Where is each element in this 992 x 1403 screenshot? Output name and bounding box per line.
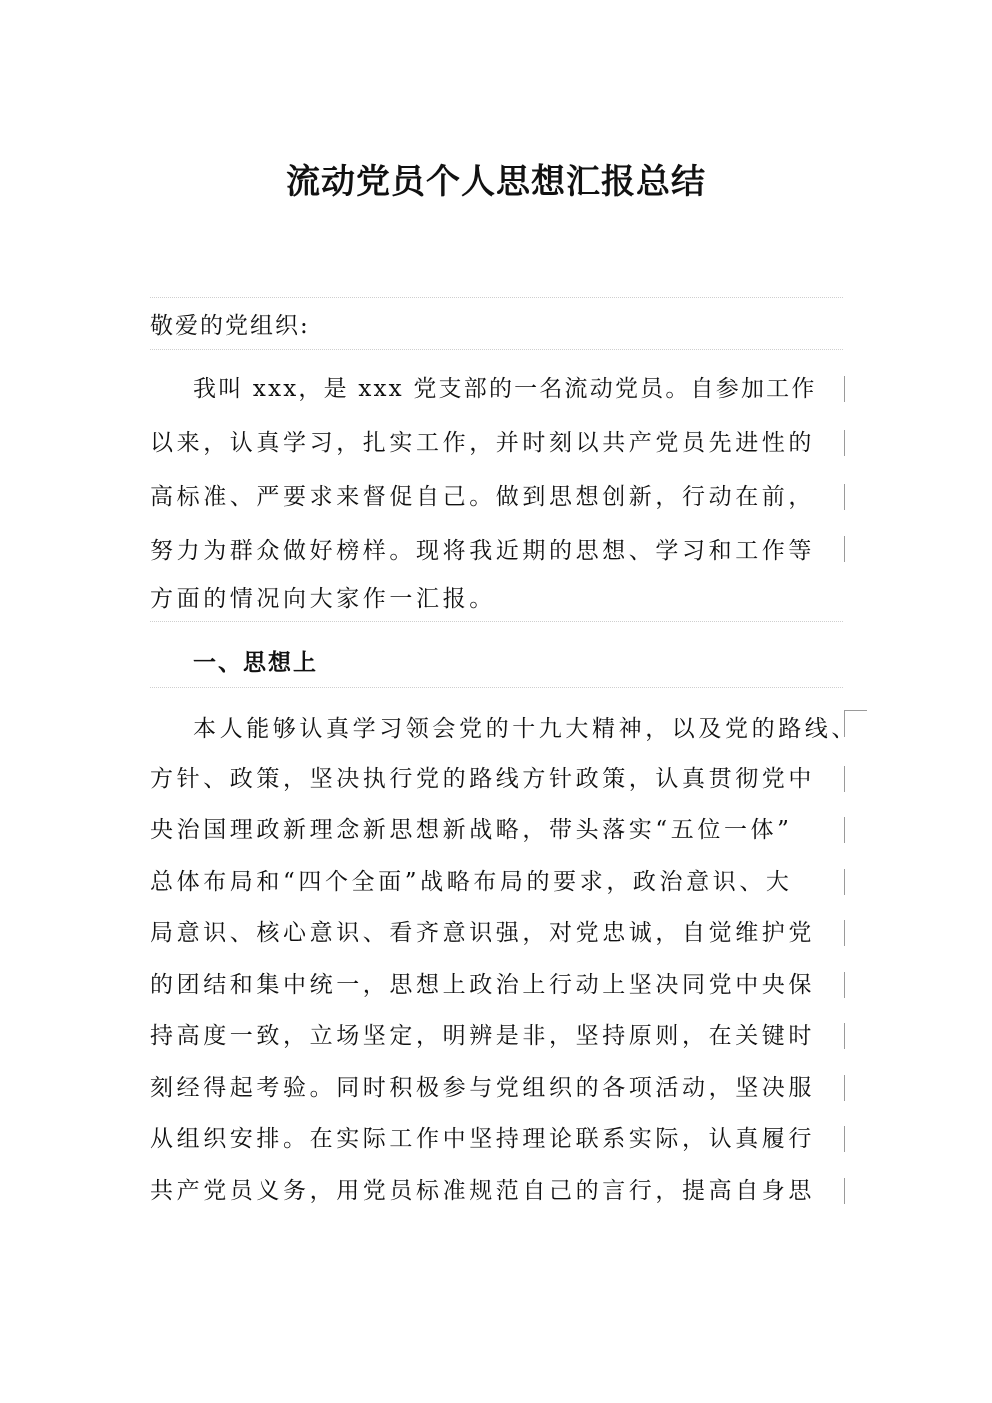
paragraph-line: 本人能够认真学习领会党的十九大精神，以及党的路线、 [193,716,858,742]
text-boundary-mark [844,710,867,737]
paragraph-line: 刻经得起考验。同时积极参与党组织的各项活动，坚决服 [150,1075,815,1101]
paragraph-line: 局意识、核心意识、看齐意识强，对党忠诚，自觉维护党 [150,920,815,946]
text-boundary-line [150,621,843,622]
text-boundary-mark [844,1178,845,1204]
text-boundary-mark [844,1075,845,1101]
paragraph-line: 方面的情况向大家作一汇报。 [150,586,496,612]
paragraph-line: 努力为群众做好榜样。现将我近期的思想、学习和工作等 [150,538,815,564]
text-boundary-line [150,349,843,350]
paragraph-line: 总体布局和“四个全面”战略布局的要求，政治意识、大 [150,869,793,895]
paragraph-line: 的团结和集中统一，思想上政治上行动上坚决同党中央保 [150,972,815,998]
paragraph-line: 共产党员义务，用党员标准规范自己的言行，提高自身思 [150,1178,815,1204]
paragraph-line: 持高度一致，立场坚定，明辨是非，坚持原则，在关键时 [150,1023,815,1049]
paragraph-line: 方针、政策，坚决执行党的路线方针政策，认真贯彻党中 [150,766,815,792]
paragraph-line: 高标准、严要求来督促自己。做到思想创新，行动在前， [150,484,815,510]
text-boundary-mark [844,766,845,792]
text-boundary-mark [844,1126,845,1152]
text-boundary-line [150,687,843,688]
text-boundary-mark [844,817,845,843]
text-boundary-mark [844,430,845,456]
text-boundary-mark [844,869,845,895]
salutation: 敬爱的党组织: [150,313,310,339]
paragraph-line: 从组织安排。在实际工作中坚持理论联系实际，认真履行 [150,1126,815,1152]
paragraph-line: 央治国理政新理念新思想新战略，带头落实“五位一体” [150,817,793,843]
text-boundary-mark [844,972,845,998]
text-boundary-mark [844,920,845,946]
document-title: 流动党员个人思想汇报总结 [286,162,706,202]
text-boundary-mark [844,484,845,510]
text-boundary-mark [844,1023,845,1049]
paragraph-line: 以来，认真学习，扎实工作，并时刻以共产党员先进性的 [150,430,815,456]
text-boundary-mark [844,376,845,402]
section-heading: 一、思想上 [193,649,318,676]
paragraph-line: 我叫 xxx，是 xxx 党支部的一名流动党员。自参加工作 [193,376,817,402]
text-boundary-line [150,297,843,298]
text-boundary-mark [844,536,845,562]
